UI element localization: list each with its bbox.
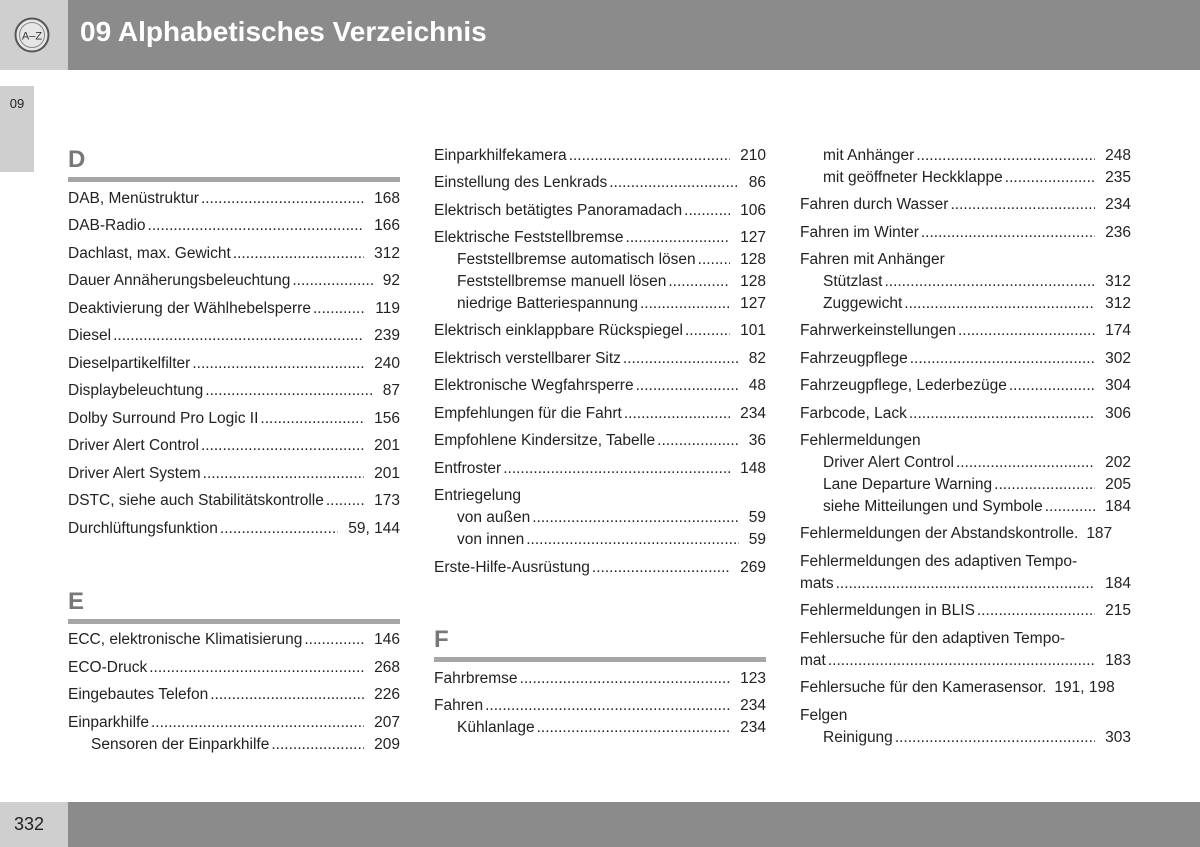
section-letter-d: D [68,146,86,173]
index-subentry: Driver Alert Control ..... 202 [823,452,1131,474]
index-entry: Dolby Surround Pro Logic II ..... 156 [68,408,400,430]
index-subentry: Feststellbremse manuell lösen ..... 128 [457,271,766,293]
index-entry: Fahren durch Wasser ..... 234 [800,194,1131,216]
index-heading-entry: Entriegelung [434,487,522,504]
index-entry: Fahren im Winter ..... 236 [800,222,1131,244]
index-entry: Driver Alert Control ..... 201 [68,435,400,457]
index-entry: ECC, elektronische Klimatisierung ..... 146 [68,629,400,651]
index-entry: Fahrwerkeinstellungen ..... 174 [800,320,1131,342]
index-entry: Diesel ..... 239 [68,325,400,347]
index-entry: Elektrisch verstellbarer Sitz ..... 82 [434,348,766,370]
index-heading-entry: Fahren mit Anhänger [800,251,945,268]
chapter-tab [0,86,34,172]
index-column-2 [434,0,766,800]
index-entry: Dachlast, max. Gewicht ..... 312 [68,243,400,265]
index-subentry: siehe Mitteilungen und Symbole ..... 184 [823,496,1131,518]
index-heading-entry: Felgen [800,707,848,724]
page-number: 332 [14,814,45,834]
index-entry: Fehlermeldungen in BLIS ..... 215 [800,600,1131,622]
svg-text:A–Z: A–Z [21,30,43,43]
index-entry: DAB-Radio ..... 166 [68,215,400,237]
index-entry: Erste-Hilfe-Ausrüstung ..... 269 [434,557,766,579]
index-entry: Fahrzeugpflege ..... 302 [800,348,1131,370]
index-entry: Fahren ..... 234 [434,695,766,717]
index-entry: Farbcode, Lack ..... 306 [800,403,1131,425]
section-letter-e: E [68,588,85,615]
index-entry: Elektrische Feststellbremse ..... 127 [434,227,766,249]
footer-bar [68,802,1200,847]
index-entry: DAB, Menüstruktur ..... 168 [68,188,400,210]
page-title: 09 Alphabetisches Verzeichnis [80,16,487,47]
index-entry: Einparkhilfe ..... 207 [68,712,400,734]
index-entry: Fehlermeldungen der Abstandskontrolle. 187 [800,525,1113,542]
index-subentry: Stützlast ..... 312 [823,271,1131,293]
section-divider [434,657,766,662]
index-entry: Elektrisch betätigtes Panoramadach ..... 106 [434,200,766,222]
section-divider [68,619,400,624]
index-column-3 [800,0,1131,800]
a-z-index-icon [14,17,50,53]
index-heading-entry: Fehlermeldungen des adaptiven Tempo- [800,553,1078,570]
index-subentry: Zuggewicht ..... 312 [823,293,1131,315]
index-entry: Fehlersuche für den Kamerasensor. 191, 198 [800,679,1115,696]
index-subentry: von innen ..... 59 [457,529,766,551]
header-icon-panel [0,0,68,70]
index-column-1 [68,0,400,800]
index-entry: mats ..... 184 [800,573,1131,595]
index-entry: Dauer Annäherungsbeleuchtung ..... 92 [68,270,400,292]
index-entry: Einparkhilfekamera ..... 210 [434,145,766,167]
index-entry: Empfehlungen für die Fahrt ..... 234 [434,403,766,425]
index-subentry: von außen ..... 59 [457,507,766,529]
index-entry: Durchlüftungsfunktion ..... 59, 144 [68,518,400,540]
index-entry: Empfohlene Kindersitze, Tabelle ..... 36 [434,430,766,452]
index-subentry: Sensoren der Einparkhilfe ..... 209 [91,734,400,756]
index-subentry: Feststellbremse automatisch lösen ..... 128 [457,249,766,271]
index-subentry: mit geöffneter Heckklappe ..... 235 [823,167,1131,189]
index-subentry: niedrige Batteriespannung ..... 127 [457,293,766,315]
index-entry: Elektrisch einklappbare Rückspiegel ..... 101 [434,320,766,342]
index-subentry: Reinigung ..... 303 [823,727,1131,749]
index-entry: ECO-Druck ..... 268 [68,657,400,679]
index-subentry: mit Anhänger ..... 248 [823,145,1131,167]
index-subentry: Kühlanlage ..... 234 [457,717,766,739]
index-entry: Displaybeleuchtung ..... 87 [68,380,400,402]
index-heading-entry: Fehlermeldungen [800,432,921,449]
index-entry: Dieselpartikelfilter ..... 240 [68,353,400,375]
index-entry: Elektronische Wegfahrsperre ..... 48 [434,375,766,397]
index-entry: Fahrzeugpflege, Lederbezüge ..... 304 [800,375,1131,397]
index-entry: Einstellung des Lenkrads ..... 86 [434,172,766,194]
index-entry: Deaktivierung der Wählhebelsperre ..... 119 [68,298,400,320]
index-heading-entry: Fehlersuche für den adaptiven Tempo- [800,630,1066,647]
section-letter-f: F [434,626,449,653]
index-subentry: Lane Departure Warning ..... 205 [823,474,1131,496]
index-entry: Fahrbremse ..... 123 [434,668,766,690]
index-entry: mat ..... 183 [800,650,1131,672]
section-divider [68,177,400,182]
index-entry: Eingebautes Telefon ..... 226 [68,684,400,706]
chapter-tab-label: 09 [9,96,25,111]
index-entry: DSTC, siehe auch Stabilitätskontrolle ..... 173 [68,490,400,512]
index-entry: Driver Alert System ..... 201 [68,463,400,485]
index-entry: Entfroster ..... 148 [434,458,766,480]
